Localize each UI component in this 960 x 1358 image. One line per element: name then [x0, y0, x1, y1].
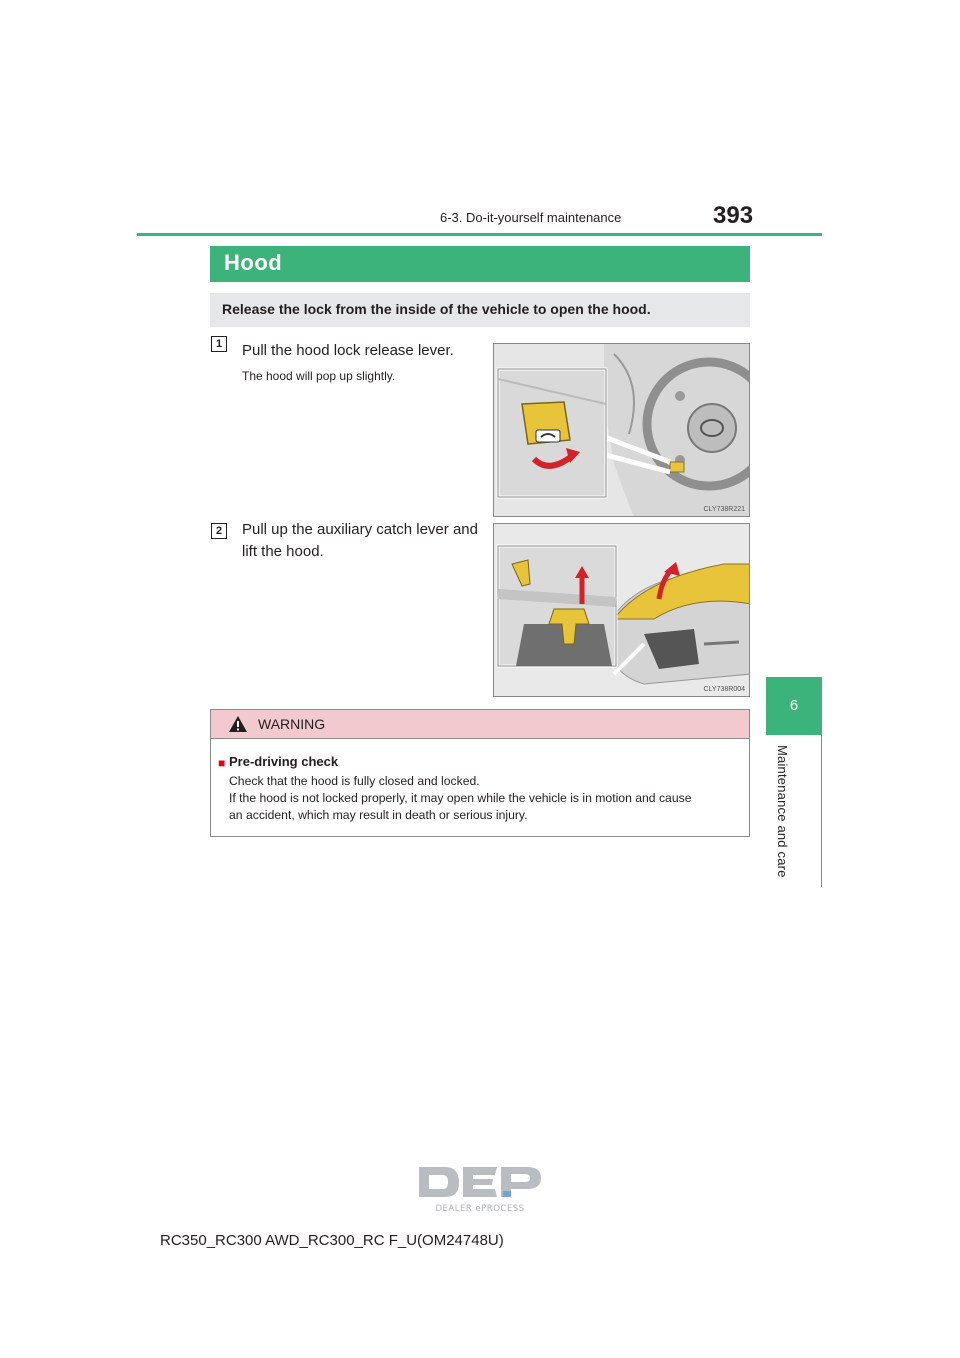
warning-header [211, 710, 749, 739]
square-bullet-icon: ■ [218, 756, 226, 770]
figure-code-1: CLY738R221 [703, 506, 745, 513]
figure-code-2: CLY738R004 [703, 686, 745, 693]
warning-title: WARNING [258, 716, 326, 732]
step-number-2: 2 [211, 523, 227, 539]
intro-box [210, 293, 750, 327]
logo-text: DEALER ePROCESS [435, 1204, 525, 1214]
warning-line-3: an accident, which may result in death or serious injury. [229, 808, 528, 822]
auxiliary-catch-illustration [493, 523, 750, 697]
intro-text: Release the lock from the inside of the vehicle to open the hood. [222, 301, 651, 317]
section-title: 6-3. Do-it-yourself maintenance [440, 210, 622, 225]
warning-box [210, 709, 750, 837]
chapter-label: Maintenance and care [775, 745, 790, 878]
hood-lever-drawing [494, 344, 750, 517]
chapter-tab [766, 677, 822, 735]
section-heading-bar [210, 246, 750, 282]
warning-line-1: Check that the hood is fully closed and locked. [229, 774, 480, 788]
auxiliary-catch-drawing [494, 524, 750, 697]
dealer-eprocess-logo [415, 1163, 545, 1220]
warning-line-2: If the hood is not locked properly, it may open while the vehicle is in motion and cause [229, 791, 692, 805]
header-rule [137, 233, 822, 236]
model-code: RC350_RC300 AWD_RC300_RC F_U(OM24748U) [160, 1232, 504, 1249]
step-text-2-line2: lift the hood. [242, 543, 324, 560]
page-number: 393 [713, 202, 754, 229]
step-number-1: 1 [211, 336, 227, 352]
chapter-tab-rule [821, 677, 822, 887]
step-text-1: Pull the hood lock release lever. [242, 342, 454, 359]
step-text-2-line1: Pull up the auxiliary catch lever and [242, 521, 478, 538]
warning-body [229, 773, 744, 824]
warning-triangle-icon [228, 715, 248, 733]
hood-lever-illustration [493, 343, 750, 517]
dep-logo-mark [415, 1163, 545, 1215]
section-heading: Hood [224, 250, 283, 275]
warning-subheading: Pre-driving check [229, 754, 339, 769]
step-note-1: The hood will pop up slightly. [242, 369, 396, 383]
chapter-number: 6 [789, 697, 799, 714]
